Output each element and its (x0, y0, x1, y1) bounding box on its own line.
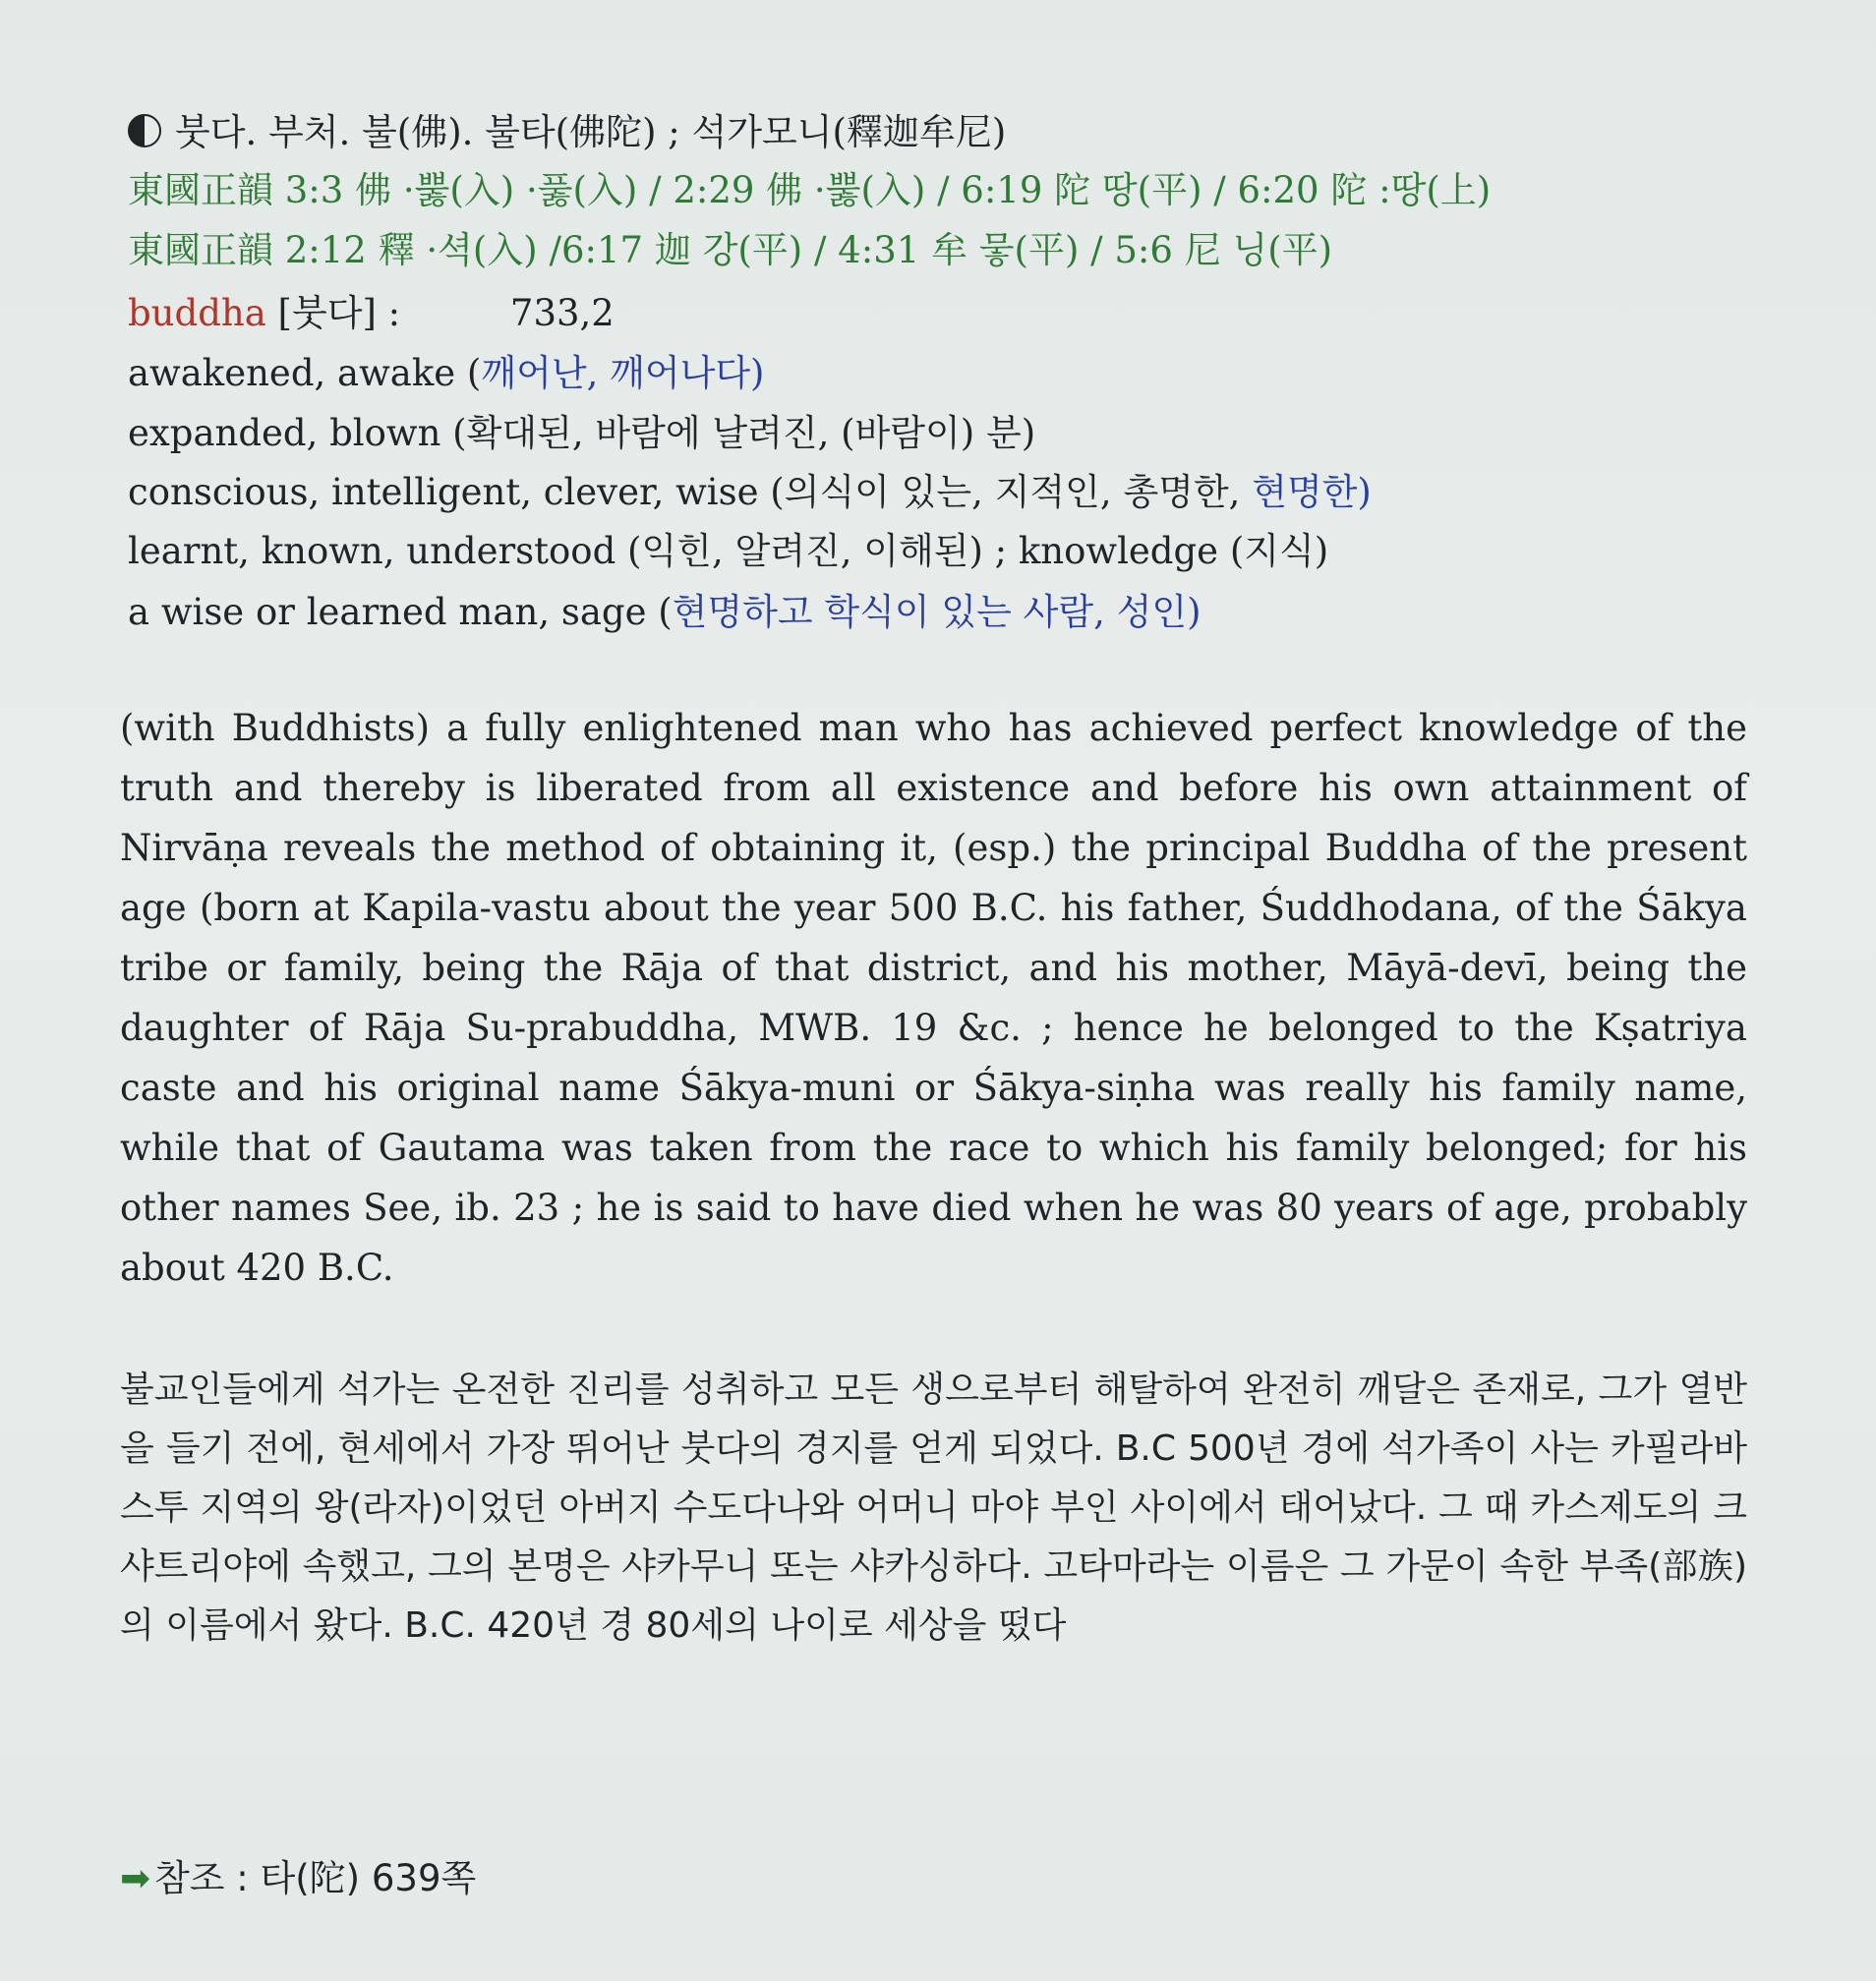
meaning-4 (128, 521, 1328, 574)
meaning-1-ko: 깨어난, 깨어나다) (481, 352, 765, 394)
meaning-4-en: learnt, known, understood (익힌, 알려진, 이해된) ; knowledge (지식) (128, 530, 1329, 572)
meaning-5-en: a wise or learned man, sage ( (128, 591, 673, 633)
meaning-1-en: awakened, awake ( (128, 352, 482, 394)
headword-title: 붓다. 부처. 불(佛). 불타(佛陀) ; 석가모니(釋迦牟尼) (175, 111, 1007, 153)
meaning-5-ko: 현명하고 학식이 있는 사람, 성인) (672, 591, 1202, 633)
entry-line (128, 283, 615, 336)
meaning-2-en: expanded, blown (확대된, 바람에 날려진, (바람이) 분) (128, 412, 1036, 454)
yin-yang-icon (128, 114, 161, 147)
entry-word: buddha (128, 292, 266, 334)
see-also-text: 참조 : 타(陀) 639쪽 (154, 1857, 477, 1899)
entry-pronunciation: [붓다] : (277, 292, 401, 334)
arrow-right-icon: ➡ (120, 1857, 151, 1899)
meaning-2 (128, 403, 1035, 456)
rhyme-line-1: 東國正韻 3:3 佛 ·뿛(入) ·풇(入) / 2:29 佛 ·뿛(入) / 6:19 陀 땅(平) / 6:20 陀 :땅(上) (128, 169, 1492, 211)
rhyme-line-2: 東國正韻 2:12 釋 ·셕(入) /6:17 迦 강(平) / 4:31 牟 뭏(平) / 5:6 尼 닝(平) (128, 229, 1333, 271)
meaning-3 (128, 462, 1372, 515)
meaning-3-en: conscious, intelligent, clever, wise (의식이 있는, 지적인, 총명한, (128, 471, 1253, 513)
meaning-5 (128, 582, 1202, 635)
entry-reference: 733,2 (509, 292, 615, 334)
korean-paragraph: 불교인들에게 석가는 온전한 진리를 성취하고 모든 생으로부터 해탈하여 완전히 깨달은 존재로, 그가 열반을 들기 전에, 현세에서 가장 뛰어난 붓다의 경지를 얻게 되었다. B.C 500년 경에 석가족이 사는 카필라바스투 지역의 왕(라자)이었던 아버지 수도다나와 어머니 마야 부인 사이에서 태어났다. 그 때 카스제도의 크샤트리야에 속했고, 그의 본명은 샤카무니 또는 샤카싱하다. 고타마라는 이름은 그 가문이 속한 부족(部族)의 이름에서 왔다. B.C. 420년 경 80세의 나이로 세상을 떴다 (120, 1369, 1747, 1646)
english-paragraph: (with Buddhists) a fully enlightened man who has achieved perfect knowledge of the truth and thereby is liberated from all existence and before his own attainment of Nirvāṇa reveals the method of obtaining it, (esp.) the principal Buddha of the present age (born at Kapila-vastu about the year 500 B.C. his father, Śuddhodana, of the Śākya tribe or family, being the Rāja of that district, and his mother, Māyā-devī, being the daughter of Rāja Su-prabuddha, MWB. 19 &c. ; hence he belonged to the Kṣatriya caste and his original name Śākya-muni or Śākya-siṇha was really his family name, while that of Gautama was taken from the race to which his family belonged; for his other names See, ib. 23 ; he is said to have died when he was 80 years of age, probably about 420 B.C. (120, 707, 1747, 1289)
meaning-1 (128, 343, 765, 396)
meaning-3-ko: 현명한) (1252, 471, 1372, 513)
headword-line (128, 102, 1006, 155)
see-also-reference (120, 1848, 476, 1901)
